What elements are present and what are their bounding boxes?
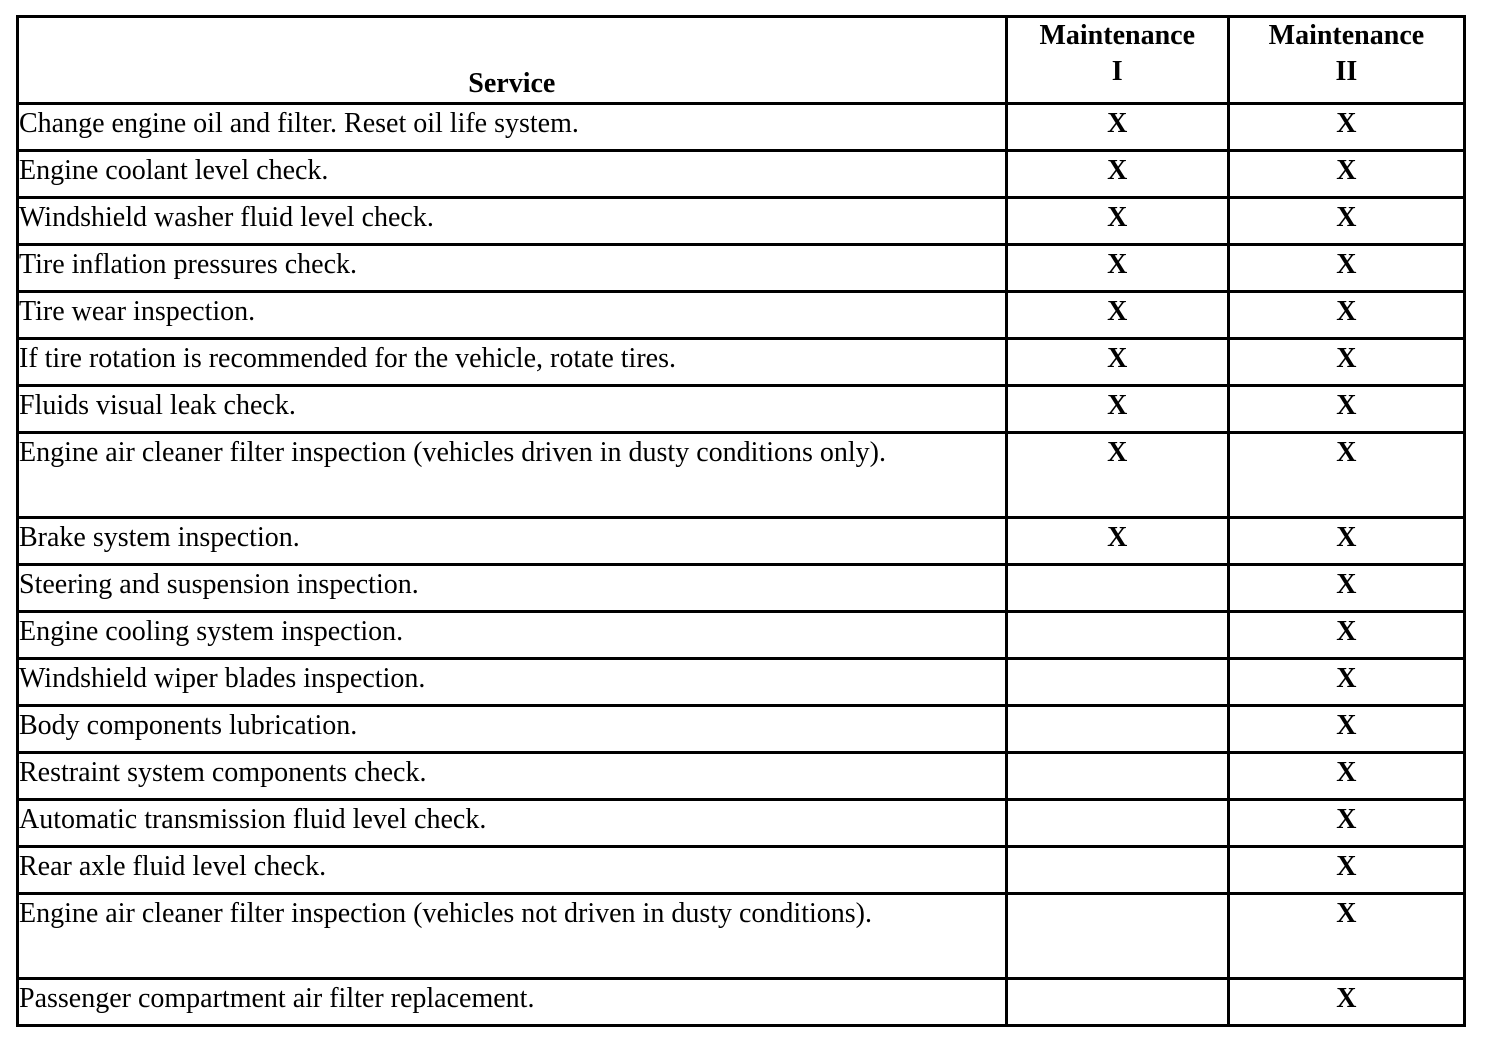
maintenance-2-cell: X [1228, 847, 1464, 894]
maintenance-2-cell: X [1228, 292, 1464, 339]
maintenance-2-cell: X [1228, 518, 1464, 565]
maintenance-1-cell: X [1006, 151, 1228, 198]
table-row [18, 198, 1465, 245]
service-cell: Brake system inspection. [18, 518, 1007, 565]
table-row [18, 518, 1465, 565]
service-cell: Engine air cleaner filter inspection (vehicles driven in dusty conditions only). [18, 433, 1007, 518]
maintenance-1-cell [1006, 800, 1228, 847]
service-cell: If tire rotation is recommended for the vehicle, rotate tires. [18, 339, 1007, 386]
maintenance-2-cell: X [1228, 433, 1464, 518]
service-cell: Change engine oil and filter. Reset oil life system. [18, 104, 1007, 151]
maintenance-2-header-line1: Maintenance [1268, 20, 1425, 51]
table-row [18, 659, 1465, 706]
maintenance-1-cell: X [1006, 386, 1228, 433]
service-cell: Engine coolant level check. [18, 151, 1007, 198]
maintenance-2-cell: X [1228, 659, 1464, 706]
maintenance-1-cell [1006, 659, 1228, 706]
maintenance-1-cell: X [1006, 292, 1228, 339]
maintenance-1-header-line1: Maintenance [1039, 20, 1195, 51]
service-cell: Passenger compartment air filter replacement. [18, 979, 1007, 1026]
service-cell: Body components lubrication. [18, 706, 1007, 753]
maintenance-2-cell: X [1228, 198, 1464, 245]
table-row [18, 979, 1465, 1026]
table-row [18, 104, 1465, 151]
maintenance-1-cell [1006, 706, 1228, 753]
maintenance-2-cell: X [1228, 151, 1464, 198]
maintenance-1-cell [1006, 565, 1228, 612]
maintenance-1-cell: X [1006, 518, 1228, 565]
maintenance-2-cell: X [1228, 800, 1464, 847]
service-cell: Windshield wiper blades inspection. [18, 659, 1007, 706]
table-row [18, 339, 1465, 386]
maintenance-1-cell [1006, 979, 1228, 1026]
maintenance-1-cell: X [1006, 245, 1228, 292]
maintenance-1-header-line2: I [1111, 56, 1123, 87]
service-cell: Steering and suspension inspection. [18, 565, 1007, 612]
maintenance-2-cell: X [1228, 894, 1464, 979]
maintenance-1-cell: X [1006, 339, 1228, 386]
service-cell: Rear axle fluid level check. [18, 847, 1007, 894]
maintenance-2-cell: X [1228, 753, 1464, 800]
table-row [18, 800, 1465, 847]
table-row [18, 245, 1465, 292]
maintenance-2-cell: X [1228, 706, 1464, 753]
maintenance-2-column-header [1228, 17, 1464, 104]
table-row [18, 386, 1465, 433]
maintenance-1-column-header [1006, 17, 1228, 104]
table-row [18, 151, 1465, 198]
maintenance-2-cell: X [1228, 565, 1464, 612]
service-cell: Engine air cleaner filter inspection (vehicles not driven in dusty conditions). [18, 894, 1007, 979]
table-row [18, 894, 1465, 979]
service-cell: Engine cooling system inspection. [18, 612, 1007, 659]
service-cell: Automatic transmission fluid level check. [18, 800, 1007, 847]
table-row [18, 753, 1465, 800]
maintenance-2-cell: X [1228, 979, 1464, 1026]
maintenance-2-header-line2: II [1335, 56, 1358, 87]
table-row [18, 433, 1465, 518]
maintenance-1-cell: X [1006, 104, 1228, 151]
maintenance-1-cell [1006, 753, 1228, 800]
header-row [18, 17, 1465, 104]
maintenance-1-cell: X [1006, 198, 1228, 245]
table-row [18, 706, 1465, 753]
service-cell: Windshield washer fluid level check. [18, 198, 1007, 245]
service-column-header [18, 17, 1007, 104]
service-cell: Tire inflation pressures check. [18, 245, 1007, 292]
table-row [18, 612, 1465, 659]
maintenance-1-cell [1006, 612, 1228, 659]
service-header-label: Service [468, 68, 556, 99]
maintenance-1-cell [1006, 847, 1228, 894]
maintenance-1-cell: X [1006, 433, 1228, 518]
table-row [18, 565, 1465, 612]
maintenance-schedule-table [16, 15, 1466, 1027]
table-row [18, 292, 1465, 339]
service-cell: Fluids visual leak check. [18, 386, 1007, 433]
maintenance-2-cell: X [1228, 245, 1464, 292]
maintenance-2-cell: X [1228, 612, 1464, 659]
table-row [18, 847, 1465, 894]
maintenance-2-cell: X [1228, 339, 1464, 386]
maintenance-2-cell: X [1228, 386, 1464, 433]
service-cell: Tire wear inspection. [18, 292, 1007, 339]
service-cell: Restraint system components check. [18, 753, 1007, 800]
maintenance-2-cell: X [1228, 104, 1464, 151]
maintenance-1-cell [1006, 894, 1228, 979]
